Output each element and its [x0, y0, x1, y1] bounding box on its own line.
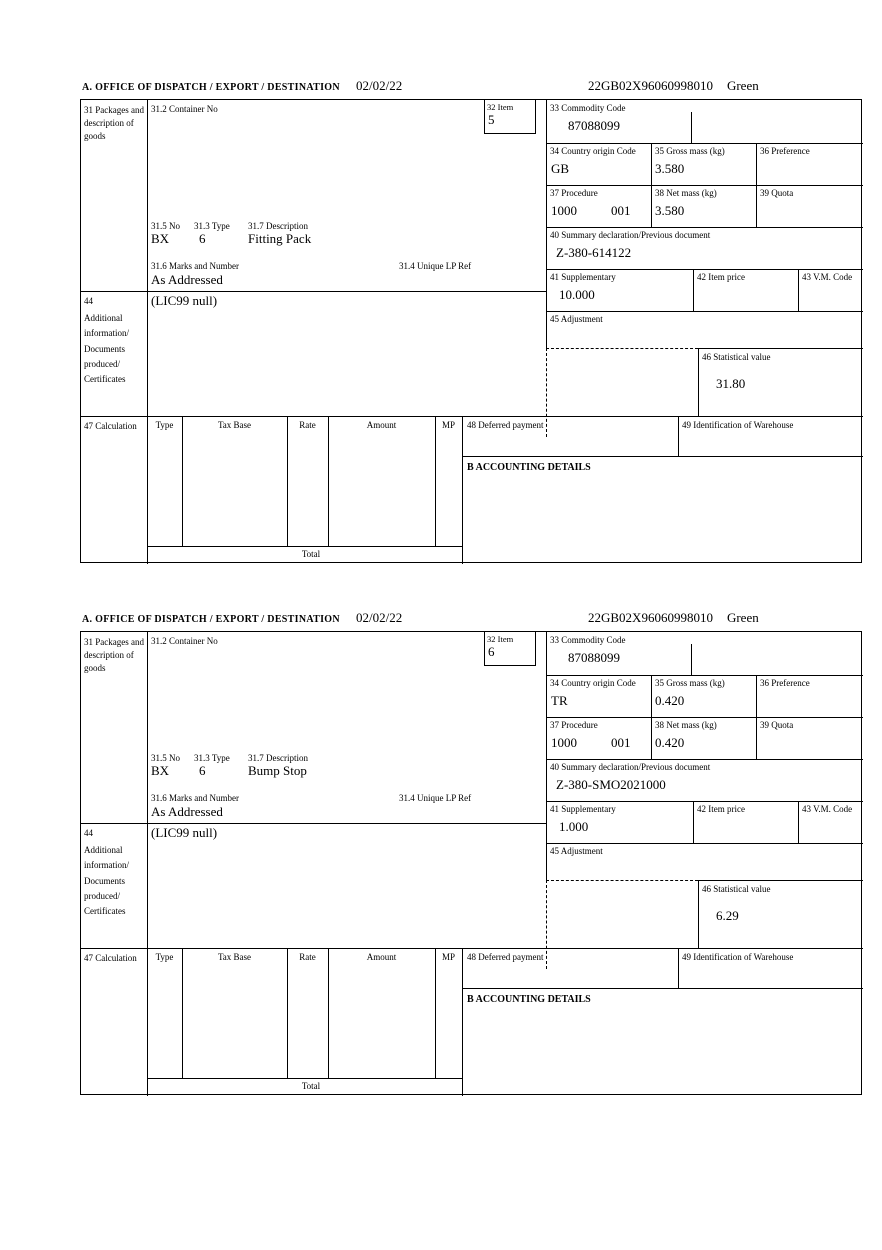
grid-line — [698, 880, 699, 948]
package-no-label: 31.5 No — [151, 221, 180, 231]
country-origin-value: TR — [551, 693, 568, 708]
unique-lp-ref-label: 31.4 Unique LP Ref — [399, 261, 472, 271]
grid-line — [462, 456, 863, 457]
item-number-value: 6 — [488, 644, 495, 659]
warehouse-id-label: 49 Identification of Warehouse — [682, 952, 794, 962]
tax-base-column-header: Tax Base — [217, 952, 252, 962]
grid-line — [81, 416, 863, 417]
accounting-details-label: B ACCOUNTING DETAILS — [467, 462, 591, 473]
mrn-and-routing — [588, 610, 759, 626]
grid-line — [756, 143, 757, 227]
tax-type-column-header: Type — [155, 420, 174, 430]
statistical-value: 31.80 — [716, 376, 746, 391]
goods-description-value: Bump Stop — [248, 763, 307, 778]
net-mass-label: 38 Net mass (kg) — [655, 720, 717, 730]
item-price-label: 42 Item price — [697, 804, 745, 814]
item-number-value: 5 — [488, 112, 495, 127]
dashed-grid-line — [546, 880, 547, 969]
additional-info-value: (LIC99 null) — [151, 825, 218, 840]
gross-mass-value: 0.420 — [655, 693, 685, 708]
grid-line — [435, 416, 436, 546]
vm-code-label: 43 V.M. Code — [802, 804, 853, 814]
gross-mass-value: 3.580 — [655, 161, 685, 176]
grid-line — [147, 1078, 463, 1079]
total-label: Total — [301, 549, 321, 559]
procedure-label: 37 Procedure — [550, 720, 598, 730]
dashed-grid-line — [546, 348, 698, 349]
grid-line — [698, 880, 863, 881]
grid-line — [693, 801, 694, 843]
grid-line — [182, 948, 183, 1078]
grid-line — [81, 948, 863, 949]
summary-declaration-label: 40 Summary declaration/Previous document — [550, 230, 711, 240]
commodity-code-tick-line — [691, 644, 692, 675]
procedure-code2-value: 001 — [611, 203, 631, 218]
procedure-label: 37 Procedure — [550, 188, 598, 198]
grid-line — [546, 675, 863, 676]
net-mass-value: 3.580 — [655, 203, 685, 218]
grid-line — [546, 143, 863, 144]
additional-info-label: Additional information/ Documents produced/ Certificates — [84, 845, 129, 917]
tax-type-column-header: Type — [155, 952, 174, 962]
grid-line — [546, 311, 863, 312]
grid-line — [462, 988, 863, 989]
marks-and-number-label: 31.6 Marks and Number — [151, 793, 239, 803]
package-kind-value: BX — [151, 231, 170, 246]
additional-info-label: Additional information/ Documents produced/ Certificates — [84, 313, 129, 385]
customs-item-copy — [80, 610, 863, 1102]
tax-base-column-header: Tax Base — [217, 420, 252, 430]
preference-label: 36 Preference — [760, 146, 810, 156]
grid-line — [798, 801, 799, 843]
grid-line — [546, 717, 863, 718]
mrn-and-routing — [588, 78, 759, 94]
item-detail-box — [80, 631, 862, 1095]
grid-line — [287, 948, 288, 1078]
mrn-value: 22GB02X96060998010 — [588, 78, 713, 93]
amount-column-header: Amount — [366, 420, 397, 430]
grid-line — [698, 348, 863, 349]
grid-line — [546, 843, 863, 844]
country-origin-label: 34 Country origin Code — [550, 678, 636, 688]
country-origin-value: GB — [551, 161, 570, 176]
grid-line — [435, 948, 436, 1078]
quota-label: 39 Quota — [760, 720, 794, 730]
quota-label: 39 Quota — [760, 188, 794, 198]
grid-line — [147, 632, 148, 1096]
previous-document-value: Z-380-614122 — [556, 245, 632, 260]
mp-column-header: MP — [441, 952, 455, 962]
deferred-payment-label: 48 Deferred payment — [467, 420, 544, 430]
supplementary-value: 1.000 — [559, 819, 589, 834]
vm-code-label: 43 V.M. Code — [802, 272, 853, 282]
description-label: 31.7 Description — [248, 753, 308, 763]
marks-and-number-label: 31.6 Marks and Number — [151, 261, 239, 271]
goods-description-value: Fitting Pack — [248, 231, 312, 246]
grid-line — [182, 416, 183, 546]
adjustment-label: 45 Adjustment — [550, 314, 603, 324]
previous-document-value: Z-380-SMO2021000 — [556, 777, 666, 792]
package-no-label: 31.5 No — [151, 753, 180, 763]
dashed-grid-line — [546, 348, 547, 437]
rate-column-header: Rate — [299, 420, 316, 430]
grid-line — [798, 269, 799, 311]
calculation-label: 47 Calculation — [84, 421, 137, 431]
supplementary-label: 41 Supplementary — [550, 804, 616, 814]
additional-info-value: (LIC99 null) — [151, 293, 218, 308]
accounting-details-label: B ACCOUNTING DETAILS — [467, 994, 591, 1005]
dispatch-date: 02/02/22 — [356, 78, 403, 93]
statistical-value-label: 46 Statistical value — [702, 352, 771, 362]
amount-column-header: Amount — [366, 952, 397, 962]
customs-item-copy — [80, 78, 863, 570]
grid-line — [546, 269, 863, 270]
grid-line — [147, 546, 463, 547]
procedure-code2-value: 001 — [611, 735, 631, 750]
marks-value: As Addressed — [151, 272, 223, 287]
grid-line — [546, 759, 863, 760]
unique-lp-ref-label: 31.4 Unique LP Ref — [399, 793, 472, 803]
item-label: 32 Item — [487, 102, 514, 112]
description-label: 31.7 Description — [248, 221, 308, 231]
grid-line — [328, 416, 329, 546]
office-of-dispatch-label: A. OFFICE OF DISPATCH / EXPORT / DESTINATION — [82, 82, 340, 93]
gross-mass-label: 35 Gross mass (kg) — [655, 146, 725, 156]
item-label: 32 Item — [487, 634, 514, 644]
grid-line — [462, 948, 463, 1096]
rate-column-header: Rate — [299, 952, 316, 962]
grid-line — [678, 948, 679, 988]
grid-line — [546, 227, 863, 228]
package-type-label: 31.3 Type — [194, 753, 230, 763]
additional-info-number-label: 44 — [84, 296, 93, 306]
grid-line — [81, 823, 547, 824]
item-price-label: 42 Item price — [697, 272, 745, 282]
packages-description-label: 31 Packages and description of goods — [84, 637, 144, 674]
total-label: Total — [301, 1081, 321, 1091]
supplementary-value: 10.000 — [559, 287, 595, 302]
commodity-code-label: 33 Commodity Code — [550, 103, 626, 113]
gross-mass-label: 35 Gross mass (kg) — [655, 678, 725, 688]
grid-line — [546, 801, 863, 802]
item-detail-box — [80, 99, 862, 563]
procedure-value: 1000 — [551, 203, 577, 218]
grid-line — [678, 416, 679, 456]
grid-line — [81, 291, 547, 292]
country-origin-label: 34 Country origin Code — [550, 146, 636, 156]
grid-line — [328, 948, 329, 1078]
grid-line — [698, 348, 699, 416]
package-count-value: 6 — [199, 763, 206, 778]
container-no-label: 31.2 Container No — [151, 636, 218, 646]
mrn-value: 22GB02X96060998010 — [588, 610, 713, 625]
dispatch-date: 02/02/22 — [356, 610, 403, 625]
commodity-code-label: 33 Commodity Code — [550, 635, 626, 645]
preference-label: 36 Preference — [760, 678, 810, 688]
grid-line — [651, 143, 652, 227]
mp-column-header: MP — [441, 420, 455, 430]
statistical-value: 6.29 — [716, 908, 739, 923]
container-no-label: 31.2 Container No — [151, 104, 218, 114]
procedure-value: 1000 — [551, 735, 577, 750]
grid-line — [287, 416, 288, 546]
commodity-code-value: 87088099 — [568, 118, 620, 133]
grid-line — [756, 675, 757, 759]
dashed-grid-line — [546, 880, 698, 881]
routing-status: Green — [726, 78, 759, 93]
summary-declaration-label: 40 Summary declaration/Previous document — [550, 762, 711, 772]
adjustment-label: 45 Adjustment — [550, 846, 603, 856]
additional-info-number-label: 44 — [84, 828, 93, 838]
net-mass-value: 0.420 — [655, 735, 685, 750]
grid-line — [462, 416, 463, 564]
grid-line — [546, 185, 863, 186]
deferred-payment-label: 48 Deferred payment — [467, 952, 544, 962]
commodity-code-tick-line — [691, 112, 692, 143]
commodity-code-value: 87088099 — [568, 650, 620, 665]
net-mass-label: 38 Net mass (kg) — [655, 188, 717, 198]
office-of-dispatch-label: A. OFFICE OF DISPATCH / EXPORT / DESTINATION — [82, 614, 340, 625]
package-type-label: 31.3 Type — [194, 221, 230, 231]
grid-line — [651, 675, 652, 759]
supplementary-label: 41 Supplementary — [550, 272, 616, 282]
calculation-label: 47 Calculation — [84, 953, 137, 963]
statistical-value-label: 46 Statistical value — [702, 884, 771, 894]
packages-description-label: 31 Packages and description of goods — [84, 105, 144, 142]
marks-value: As Addressed — [151, 804, 223, 819]
routing-status: Green — [726, 610, 759, 625]
package-count-value: 6 — [199, 231, 206, 246]
warehouse-id-label: 49 Identification of Warehouse — [682, 420, 794, 430]
grid-line — [147, 100, 148, 564]
package-kind-value: BX — [151, 763, 170, 778]
grid-line — [693, 269, 694, 311]
